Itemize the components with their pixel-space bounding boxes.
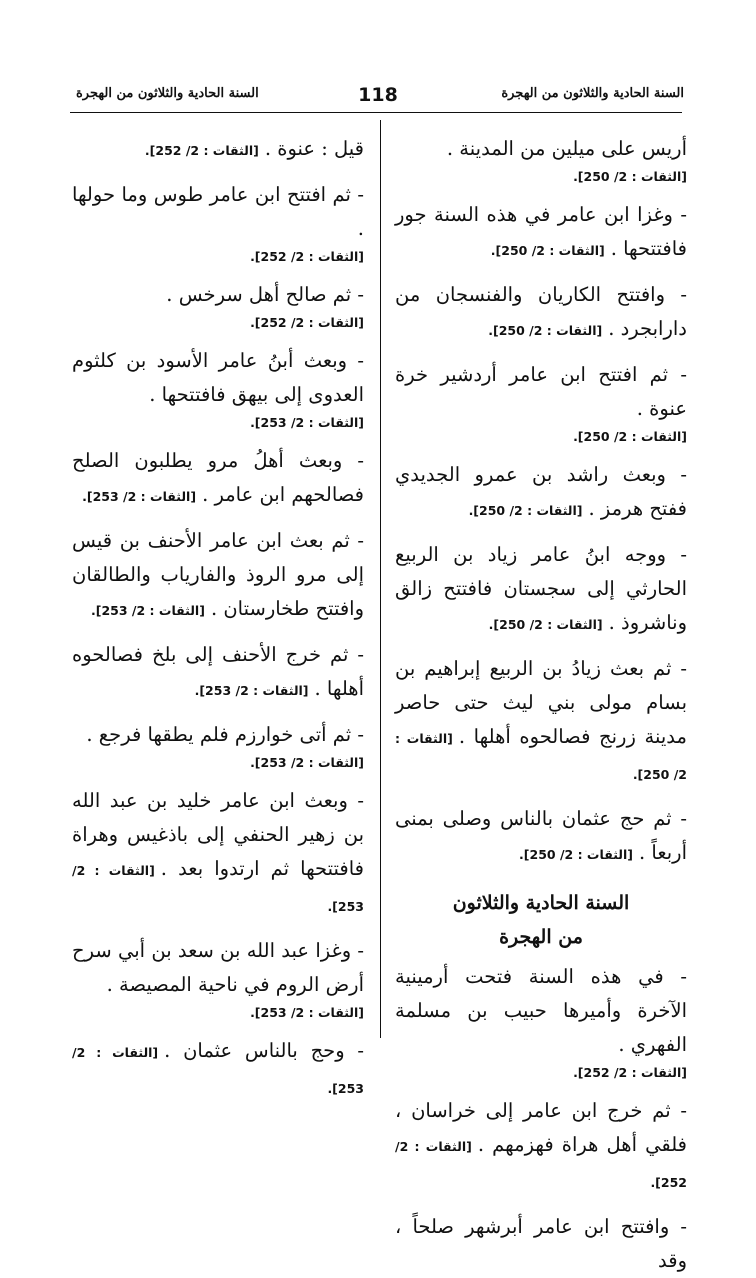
section-heading-line-1: السنة الحادية والثلاثون (452, 892, 630, 914)
entry (395, 960, 687, 1084)
entry-text: - وحج بالناس عثمان .[الثقات : 2/ 253]. (72, 1039, 364, 1096)
source-reference: [الثقات : 2/ 252]. (144, 143, 259, 158)
entry (395, 652, 687, 792)
entry-text: - وبعث راشد بن عمرو الجديدي ففتح هرمز .[الثقات : 2/ 250]. (395, 463, 687, 520)
entry-text: - وبعث أبنُ عامر الأسود بن كلثوم العدوى إلى بيهق فافتتحها . (72, 349, 364, 406)
source-reference: [الثقات : 2/ 252]. (573, 1065, 687, 1080)
entry-text: - وغزا ابن عامر في هذه السنة جور فافتتحها .[الثقات : 2/ 250]. (395, 203, 687, 260)
source-reference: [الثقات : 2/ 250]. (490, 243, 605, 258)
right-column (395, 132, 687, 1278)
source-reference: [الثقات : 2/ 253]. (72, 863, 364, 914)
source-reference: [الثقات : 2/ 250]. (468, 503, 583, 518)
source-reference: [الثقات : 2/ 250]. (488, 323, 603, 338)
section-heading-line-2: من الهجرة (499, 926, 583, 948)
source-reference: [الثقات : 2/ 250]. (519, 847, 633, 862)
entry-text: - ثم خرج ابن عامر إلى خراسان ، فلقي أهل هراة فهزمهم .[الثقات : 2/ 252]. (395, 1099, 688, 1190)
entry-text: - ثم خرج الأحنف إلى بلخ فصالحوه أهلها .[الثقات : 2/ 253]. (72, 643, 364, 700)
entry (72, 1034, 364, 1106)
running-header-left: السنة الحادية والثلاثون من الهجرة (76, 86, 259, 101)
source-reference: [الثقات : 2/ 250]. (573, 169, 687, 184)
running-header-right: السنة الحادية والثلاثون من الهجرة (501, 86, 684, 101)
entry (395, 538, 687, 642)
entry-text: - ثم بعث زيادُ بن الربيع إبراهيم بن بسام مولى بني ليث حتى حاصر مدينة زرنج فصالحوه أهلها .[الثقات : 2/ 250]. (395, 657, 687, 782)
source-reference: [الثقات : 2/ 250]. (573, 429, 687, 444)
entry (395, 802, 687, 872)
header-rule (70, 112, 682, 113)
entry-text: - ثم افتتح ابن عامر أردشير خرة عنوة . (395, 363, 687, 420)
source-reference: [الثقات : 2/ 252]. (250, 249, 364, 264)
entry (72, 178, 364, 268)
entry-text: - ثم افتتح ابن عامر طوس وما حولها . (72, 183, 364, 240)
source-reference: [الثقات : 2/ 253]. (82, 489, 197, 504)
entry (72, 784, 364, 924)
entry (72, 718, 364, 774)
source-reference: [الثقات : 2/ 252]. (395, 1139, 687, 1190)
entry-text: - ثم بعث ابن عامر الأحنف بن قيس إلى مرو الروذ والفارياب والطالقان وافتتح طخارستان .[الثقات : 2/ 253]. (72, 529, 364, 620)
entry (395, 458, 687, 528)
entry (72, 132, 364, 168)
entry (72, 344, 364, 434)
entry (395, 132, 687, 188)
entry-text: - ووجه ابنُ عامر زياد بن الربيع الحارثي إلى سجستان فافتتح زالق وناشروذ .[الثقات : 2/ 250]. (395, 543, 687, 634)
entry (72, 444, 364, 514)
entry-text: قيل : عنوة .[الثقات : 2/ 252]. (144, 137, 364, 160)
source-reference: [الثقات : 2/ 253]. (194, 683, 309, 698)
entry-text: - في هذه السنة فتحت أرمينية الآخرة وأميرها حبيب بن مسلمة الفهري . (395, 965, 687, 1056)
entry (395, 1210, 687, 1278)
entry (72, 278, 364, 334)
entry-text: - وبعث ابن عامر خليد بن عبد الله بن زهير الحنفي إلى باذغيس وهراة فافتتحها ثم ارتدوا بعد .[الثقات : 2/ 253]. (72, 789, 364, 914)
source-reference: [الثقات : 2/ 253]. (250, 755, 364, 770)
entry (395, 358, 687, 448)
entry-text: - وغزا عبد الله بن سعد بن أبي سرح أرض الروم في ناحية المصيصة . (72, 939, 364, 996)
source-reference: [الثقات : 2/ 253]. (91, 603, 205, 618)
entry (395, 1094, 687, 1200)
column-divider (380, 120, 381, 1038)
entry-text: - ثم حج عثمان بالناس وصلى بمنى أربعاً .[الثقات : 2/ 250]. (395, 807, 687, 864)
entry (395, 278, 687, 348)
entry-text: - وافتتح الكاريان والفنسجان من دارابجرد .[الثقات : 2/ 250]. (395, 283, 687, 340)
entry (395, 198, 687, 268)
source-reference: [الثقات : 2/ 250]. (395, 731, 687, 782)
entry (72, 934, 364, 1024)
entry-text: - وافتتح ابن عامر أبرشهر صلحاً ، وقد (395, 1215, 687, 1272)
entry-text: - وبعث أهلُ مرو يطلبون الصلح فصالحهم ابن عامر .[الثقات : 2/ 253]. (72, 449, 364, 506)
entry-text: - ثم صالح أهل سرخس . (166, 283, 364, 306)
source-reference: [الثقات : 2/ 250]. (488, 617, 603, 632)
entry (72, 638, 364, 708)
page-number: 118 (358, 84, 398, 106)
section-heading (395, 886, 687, 954)
left-column (72, 132, 364, 1106)
source-reference: [الثقات : 2/ 253]. (250, 415, 364, 430)
entry (72, 524, 364, 628)
source-reference: [الثقات : 2/ 253]. (72, 1045, 364, 1096)
entry-text: أريس على ميلين من المدينة . (446, 137, 687, 160)
source-reference: [الثقات : 2/ 253]. (250, 1005, 364, 1020)
source-reference: [الثقات : 2/ 252]. (250, 315, 364, 330)
entry-text: - ثم أتى خوارزم فلم يطقها فرجع . (86, 723, 364, 746)
